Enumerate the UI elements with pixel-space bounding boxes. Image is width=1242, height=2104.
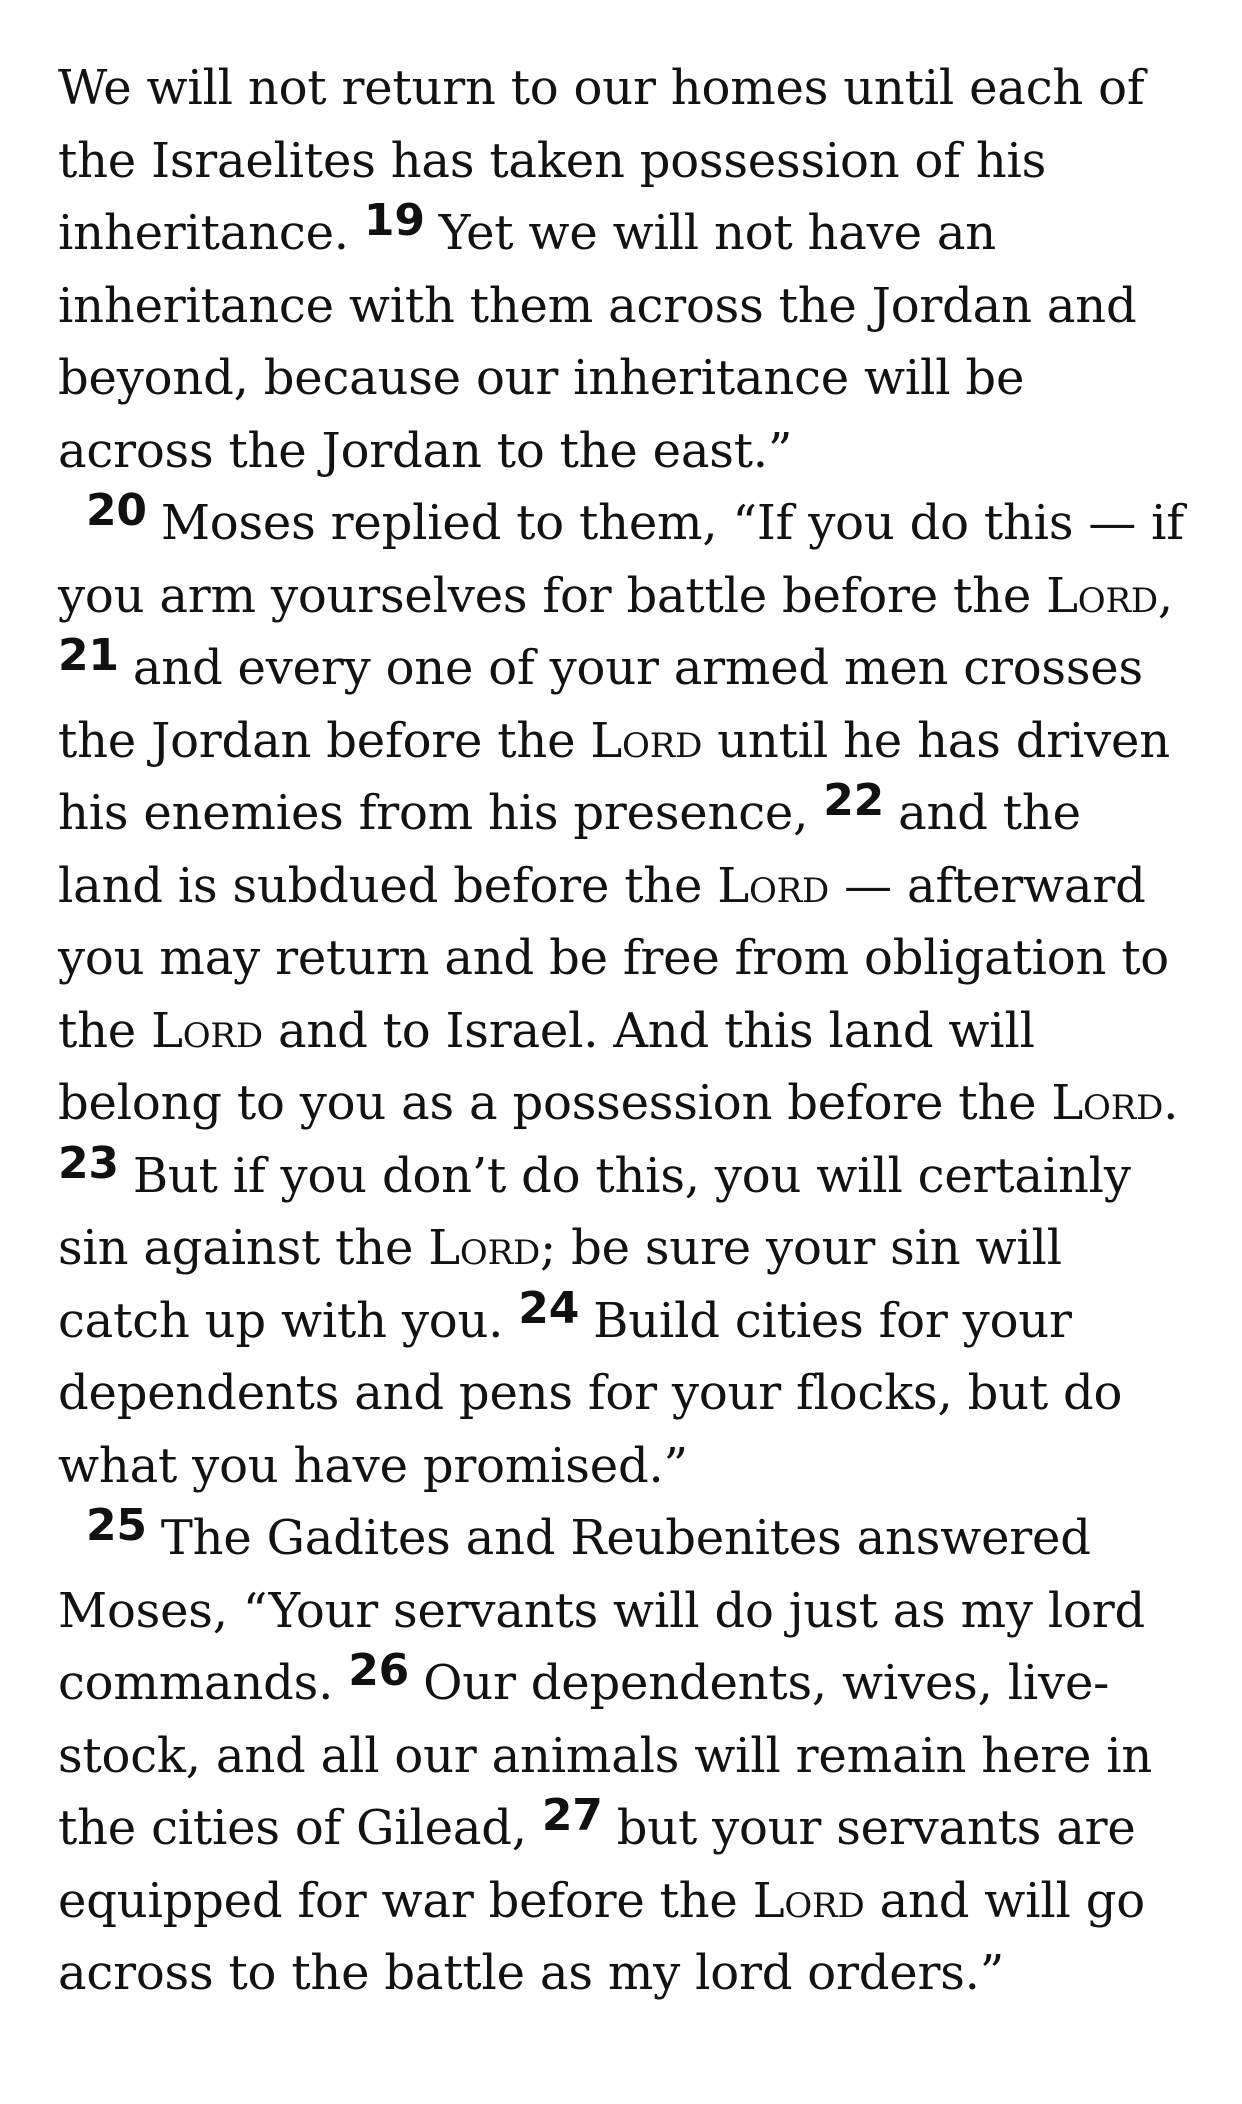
verse-text: . xyxy=(1163,1075,1179,1131)
verse-text: We will not return to our homes until each of the Israelites has taken possession of his inheritance. xyxy=(58,60,1145,261)
verse-text: , xyxy=(1157,567,1173,624)
scripture-paragraph xyxy=(58,52,1188,487)
verse-text: The Gadites and Reubenites answered Moses, “Your servants will do just as my lord commands. xyxy=(58,1510,1146,1711)
verse-text: Our dependents, wives, livestock, and all our animals will remain here in the cities of Gilead, xyxy=(58,1655,1153,1856)
verse-text: and the land is subdued before the xyxy=(58,785,1081,914)
verse-text: until he has driven his enemies from his presence, xyxy=(58,712,1170,841)
verse-text: Build cities for your dependents and pens for your flocks, but do what you have promised.” xyxy=(58,1292,1123,1494)
divine-name-small-caps: Lord xyxy=(151,1002,263,1059)
verse-number: 22 xyxy=(823,775,885,826)
verse-text: — afterward you may return and be free from obligation to the xyxy=(58,857,1170,1059)
verse-text: and will go across to the battle as my lord orders.” xyxy=(58,1872,1145,2001)
verse-text: Moses replied to them, “If you do this — if you arm yourselves for battle before the xyxy=(58,495,1184,624)
verse-number: 24 xyxy=(518,1282,580,1334)
divine-name-small-caps: Lord xyxy=(590,712,703,769)
verse-number: 25 xyxy=(86,1500,147,1551)
scripture-paragraph xyxy=(58,487,1188,1502)
divine-name-small-caps: Lord xyxy=(1051,1075,1164,1131)
verse-text: but your servants are equipped for war before the xyxy=(58,1800,1136,1929)
verse-number: 20 xyxy=(86,485,147,536)
verse-number: 26 xyxy=(348,1645,410,1696)
divine-name-small-caps: Lord xyxy=(428,1220,541,1276)
verse-number: 19 xyxy=(363,195,425,246)
scripture-reader xyxy=(58,52,1188,2010)
divine-name-small-caps: Lord xyxy=(1046,567,1158,624)
verse-text: ; be sure your sin will catch up with you. xyxy=(58,1220,1062,1349)
verse-number: 21 xyxy=(58,630,119,681)
verse-number: 23 xyxy=(58,1137,119,1189)
verse-text: Yet we will not have an inheritance with them across the Jordan and beyond, because our inheritance will be across the Jordan to the east.” xyxy=(58,205,1137,479)
divine-name-small-caps: Lord xyxy=(717,857,830,914)
verse-text: and to Israel. And this land will belong to you as a possession before the xyxy=(58,1002,1052,1131)
verse-number: 27 xyxy=(541,1790,603,1841)
divine-name-small-caps: Lord xyxy=(752,1872,865,1929)
verse-text: and every one of your armed men crosses the Jordan before the xyxy=(58,640,1143,769)
verse-text: But if you don’t do this, you will certainly sin against the xyxy=(58,1147,1131,1276)
scripture-paragraph xyxy=(58,1502,1188,2010)
